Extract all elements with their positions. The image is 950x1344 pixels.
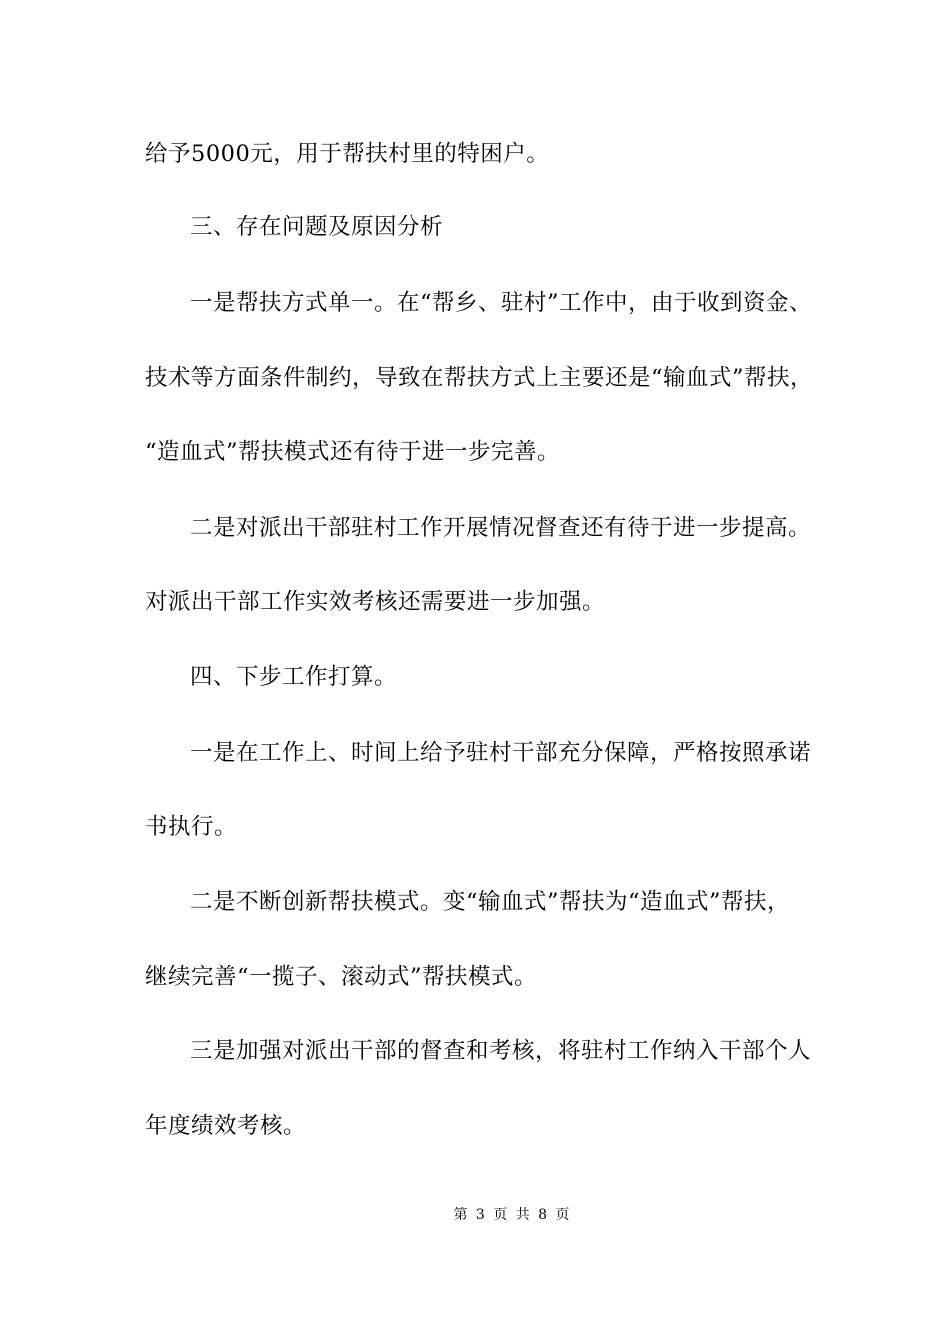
body-text-line: “造血式”帮扶模式还有待于进一步完善。 [145,439,561,465]
body-text-line: 一是帮扶方式单一。在“帮乡、驻村”工作中，由于收到资金、 [190,290,813,316]
body-text-line: 二是不断创新帮扶模式。变“输血式”帮扶为“造血式”帮扶， [190,889,791,915]
section-heading: 三、存在问题及原因分析 [190,214,444,240]
body-text-line: 继续完善“一揽子、滚动式”帮扶模式。 [145,964,538,990]
page-number-footer: 第 3 页 共 8 页 [453,1207,572,1223]
body-text-line: 一是在工作上、时间上给予驻村干部充分保障，严格按照承诺 [190,740,812,766]
body-text-line: 年度绩效考核。 [145,1113,307,1139]
body-text-line: 二是对派出干部驻村工作开展情况督查还有待于进一步提高。 [190,515,812,541]
body-text-line: 三是加强对派出干部的督查和考核，将驻村工作纳入干部个人 [190,1038,812,1064]
body-text-line: 书执行。 [145,814,238,840]
section-heading: 四、下步工作打算。 [190,664,398,690]
body-text-line: 对派出干部工作实效考核还需要进一步加强。 [145,589,606,615]
body-text-line: 给予5000元，用于帮扶村里的特困户。 [145,141,550,167]
body-text-line: 技术等方面条件制约，导致在帮扶方式上主要还是“输血式”帮扶， [145,365,814,391]
